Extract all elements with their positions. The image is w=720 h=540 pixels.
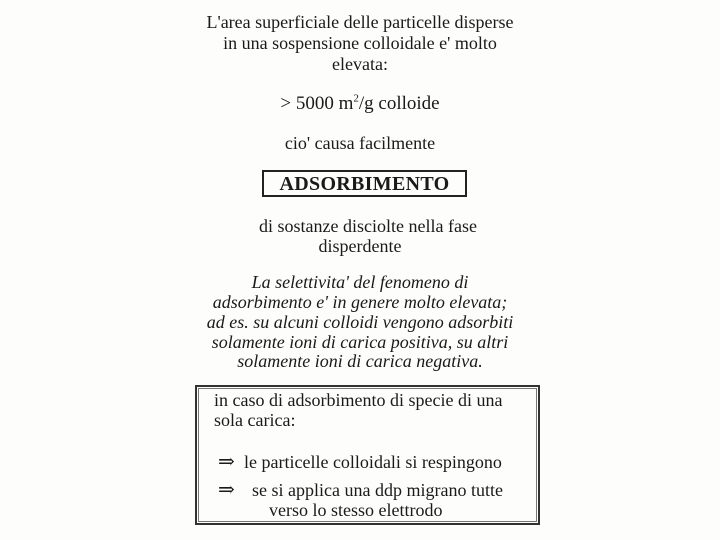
surface-area-prefix: > 5000 m	[280, 93, 354, 114]
intro-line-1: L'area superficiale delle particelle disperse	[206, 12, 514, 32]
surface-area-exponent: 2	[353, 92, 359, 105]
box-item-repel-text: le particelle colloidali si respingono	[244, 452, 502, 472]
adsorbimento-keyword: ADSORBIMENTO	[279, 173, 450, 195]
box-item-repel	[218, 452, 502, 472]
box-line-1: in caso di adsorbimento di specie di una	[214, 390, 503, 410]
implies-arrow-icon: ⇒	[218, 451, 235, 473]
selectivity-line-1: La selettivita' del fenomeno di	[251, 272, 469, 292]
substances-line-2: disperdente	[318, 236, 402, 256]
selectivity-line-2: adsorbimento e' in genere molto elevata;	[212, 292, 508, 312]
cause-text: cio' causa facilmente	[284, 133, 436, 153]
surface-area-value	[0, 94, 720, 114]
box-item-migrate-text: se si applica una ddp migrano tutte	[252, 480, 503, 500]
box-item-migrate	[218, 480, 503, 500]
surface-area-suffix: /g colloide	[358, 93, 440, 114]
adsorption-case-box	[195, 385, 540, 525]
implies-arrow-icon: ⇒	[218, 479, 235, 501]
substances-line-1: di sostanze disciolte nella fase	[259, 216, 477, 236]
selectivity-line-4: solamente ioni di carica positiva, su altri	[211, 332, 509, 352]
selectivity-line-5: solamente ioni di carica negativa.	[237, 351, 483, 371]
adsorbimento-box	[262, 170, 467, 197]
intro-line-2: in una sospensione colloidale e' molto	[223, 33, 497, 53]
selectivity-line-3: ad es. su alcuni colloidi vengono adsorbiti	[206, 312, 514, 332]
intro-line-3: elevata:	[332, 54, 388, 74]
box-item-migrate-continuation: verso lo stesso elettrodo	[269, 500, 443, 520]
box-line-2: sola carica:	[214, 410, 296, 430]
